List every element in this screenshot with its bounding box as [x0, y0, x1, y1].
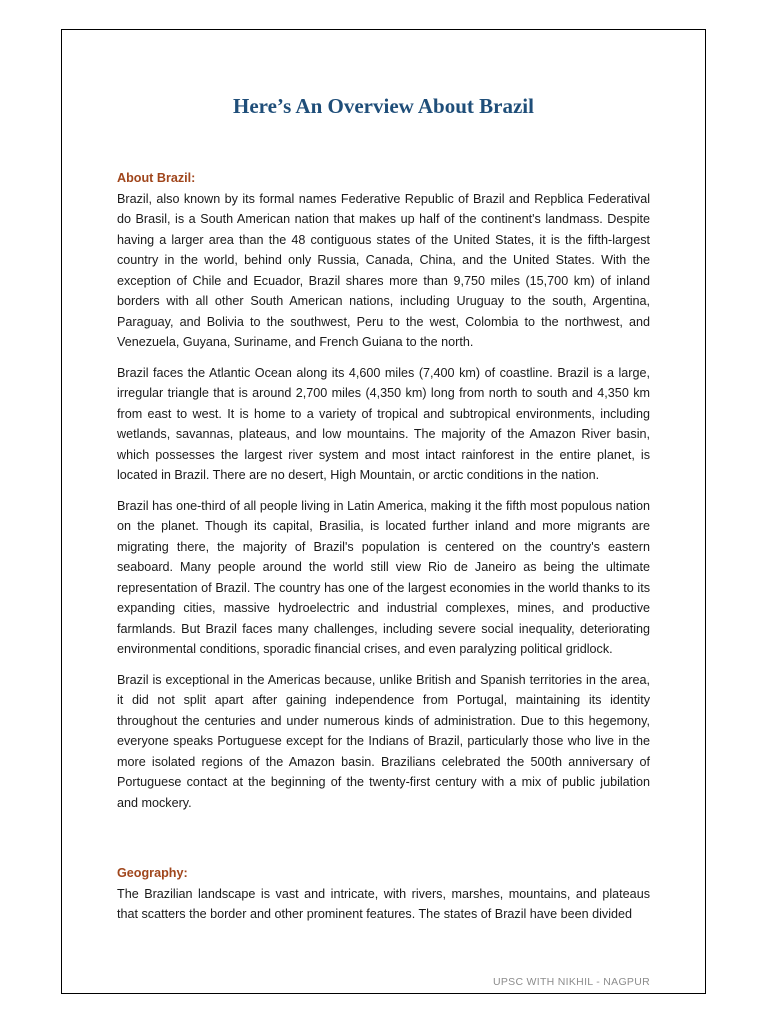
page-footer: UPSC WITH NIKHIL - NAGPUR	[492, 976, 650, 988]
geography-paragraph-1: The Brazilian landscape is vast and intricate, with rivers, marshes, mountains, and plateaus that scatters the border and other prominent features. The states of Brazil have been divided	[117, 886, 650, 921]
about-paragraph-2: Brazil faces the Atlantic Ocean along its 4,600 miles (7,400 km) of coastline. Brazil is a large, irregular triangle that is around 2,700 miles (4,350 km) long from north to south and 4,350 km from east to west. It is home to a variety of tropical and subtropical environments, including wetlands, savannas, plateaus, and low mountains. The majority of the Amazon River basin, which possesses the largest river system and most intact rainforest in the entire planet, is located in Brazil. There are no desert, High Mountain, or arctic conditions in the nation.	[117, 365, 650, 482]
about-paragraph-3: Brazil has one-third of all people living in Latin America, making it the fifth most populous nation on the planet. Though its capital, Brasilia, is located further inland and more migrants are migrating there, the majority of Brazil's population is centered on the country's eastern seaboard. Many people around the world still view Rio de Janeiro as being the ultimate representation of Brazil. The country has one of the largest economies in the world thanks to its expanding cities, massive hydroelectric and industrial complexes, mines, and productive farmlands. But Brazil faces many challenges, including severe social inequality, deteriorating environmental conditions, sporadic financial crises, and even paralyzing political gridlock.	[117, 498, 650, 656]
document-title: Here’s An Overview About Brazil	[233, 94, 534, 118]
section-heading-about: About Brazil:	[117, 171, 196, 185]
about-paragraph-1: Brazil, also known by its formal names Federative Republic of Brazil and Repblica Federatival do Brasil, is a South American nation that makes up half of the continent's landmass. Despite having a larger area than the 48 contiguous states of the United States, it is the fifth-largest country in the world, behind only Russia, Canada, China, and the United States. With the exception of Chile and Ecuador, Brazil shares more than 9,750 miles (15,700 km) of inland borders with all other South American nations, including Uruguay to the south, Argentina, Paraguay, and Bolivia to the southwest, Peru to the west, Colombia to the northwest, and Venezuela, Guyana, Suriname, and French Guiana to the north.	[117, 191, 650, 349]
section-spacer	[117, 823, 650, 863]
document-body	[117, 168, 650, 935]
about-paragraph-4: Brazil is exceptional in the Americas because, unlike British and Spanish territories in the area, it did not split apart after gaining independence from Portugal, maintaining its identity throughout the centuries and under numerous kinds of administration. Due to this hegemony, everyone speaks Portuguese except for the Indians of Brazil, particularly those who live in the more isolated regions of the Amazon basin. Brazilians celebrated the 500th anniversary of Portuguese contact at the beginning of the twenty-first century with a mix of public jubilation and mockery.	[117, 672, 650, 810]
section-heading-geography: Geography:	[117, 866, 188, 880]
